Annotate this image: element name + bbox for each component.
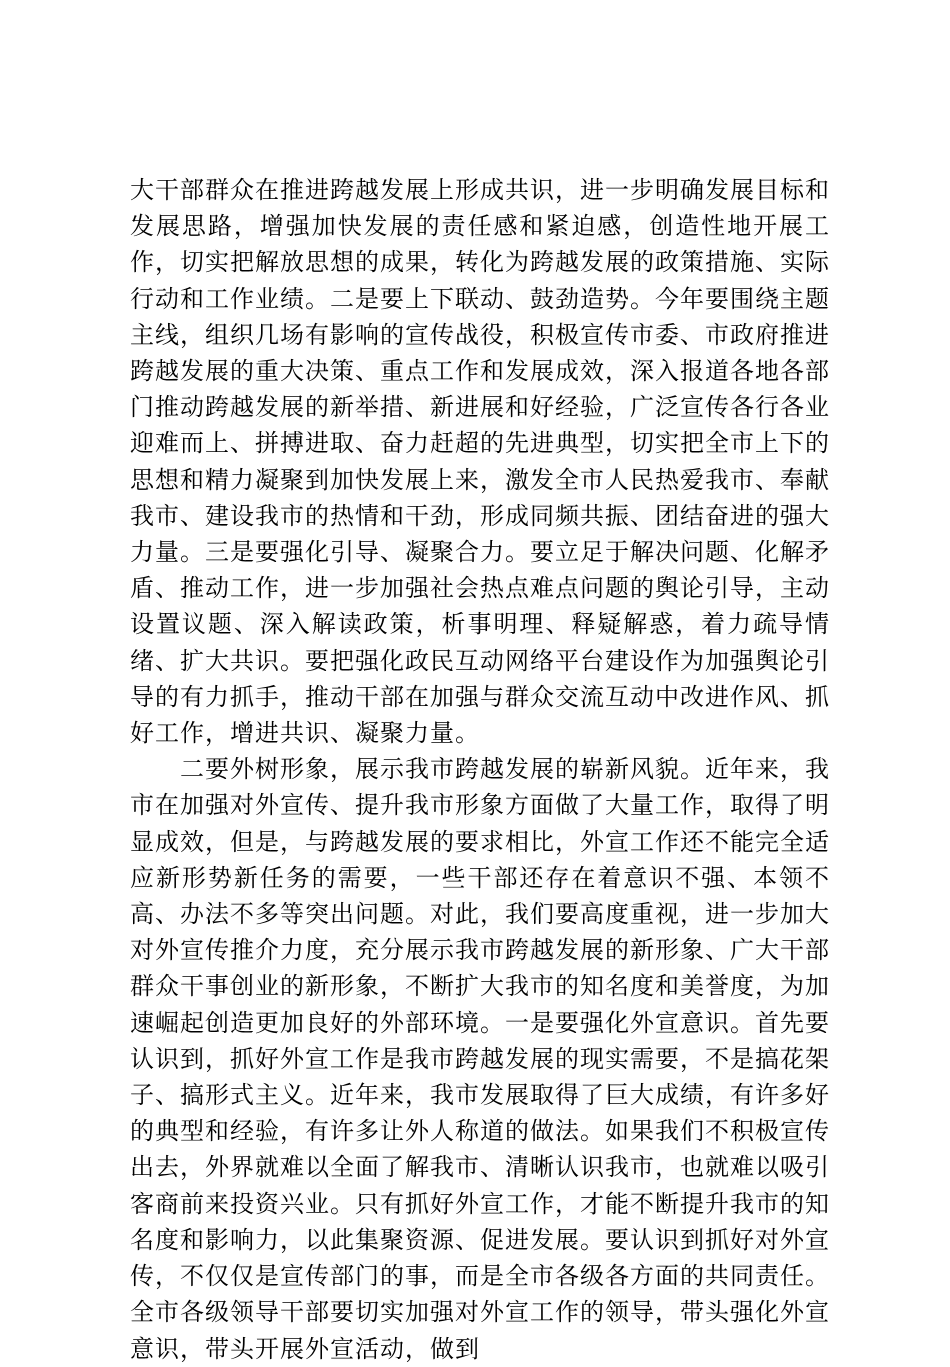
paragraph-external-image: 二要外树形象，展示我市跨越发展的崭新风貌。近年来，我市在加强对外宣传、提升我市形象方面做了大量工作，取得了明显成效，但是，与跨越发展的要求相比，外宣工作还不能完全适应新形势新任务的需要，一些干部还存在着意识不强、本领不高、办法不多等突出问题。对此，我们要高度重视，进一步加大对外宣传推介力度，充分展示我市跨越发展的新形象、广大干部群众干事创业的新形象，不断扩大我市的知名度和美誉度，为加速崛起创造更加良好的外部环境。一是要强化外宣意识。首先要认识到，抓好外宣工作是我市跨越发展的现实需要，不是搞花架子、搞形式主义。近年来，我市发展取得了巨大成绩，有许多好的典型和经验，有许多让外人称道的做法。如果我们不积极宣传出去，外界就难以全面了解我市、清晰认识我市，也就难以吸引客商前来投资兴业。只有抓好外宣工作，才能不断提升我市的知名度和影响力，以此集聚资源、促进发展。要认识到抓好对外宣传，不仅仅是宣传部门的事，而是全市各级各方面的共同责任。全市各级领导干部要切实加强对外宣工作的领导，带头强化外宣意识，带头开展外宣活动，做到 — [130, 755, 830, 1363]
document-body — [130, 172, 830, 1367]
paragraph-continuation: 大干部群众在推进跨越发展上形成共识，进一步明确发展目标和发展思路，增强加快发展的责任感和紧迫感，创造性地开展工作，切实把解放思想的成果，转化为跨越发展的政策措施、实际行动和工作业绩。二是要上下联动、鼓劲造势。今年要围绕主题主线，组织几场有影响的宣传战役，积极宣传市委、市政府推进跨越发展的重大决策、重点工作和发展成效，深入报道各地各部门推动跨越发展的新举措、新进展和好经验，广泛宣传各行各业迎难而上、拼搏进取、奋力赶超的先进典型，切实把全市上下的思想和精力凝聚到加快发展上来，激发全市人民热爱我市、奉献我市、建设我市的热情和干劲，形成同频共振、团结奋进的强大力量。三是要强化引导、凝聚合力。要立足于解决问题、化解矛盾、推动工作，进一步加强社会热点难点问题的舆论引导，主动设置议题、深入解读政策，析事明理、释疑解惑，着力疏导情绪、扩大共识。要把强化政民互动网络平台建设作为加强舆论引导的有力抓手，推动干部在加强与群众交流互动中改进作风、抓好工作，增进共识、凝聚力量。 — [130, 176, 830, 748]
